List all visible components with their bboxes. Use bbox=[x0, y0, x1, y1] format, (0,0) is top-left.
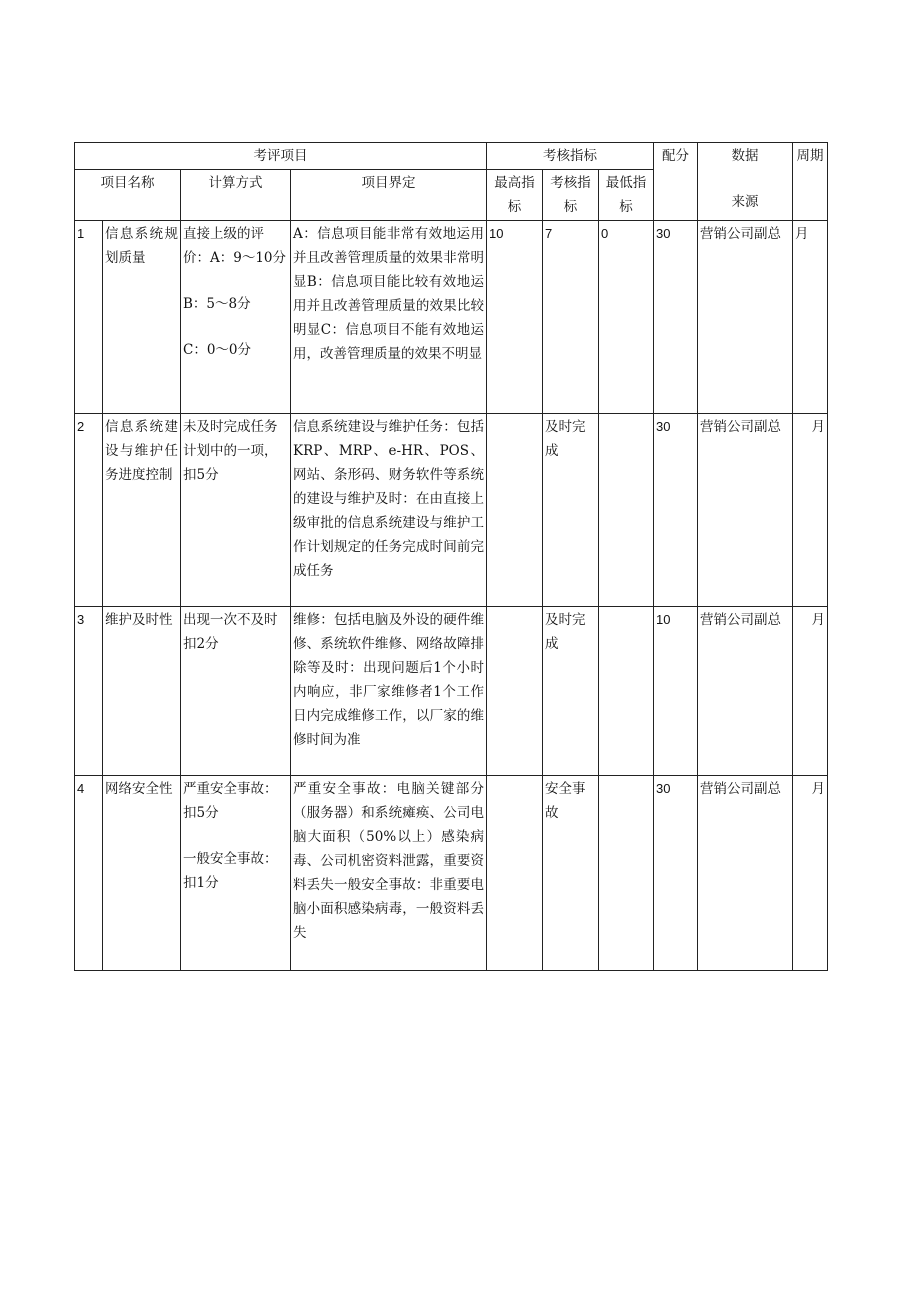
calc-method bbox=[181, 221, 291, 414]
row-number: 4 bbox=[75, 776, 103, 971]
header-definition: 项目界定 bbox=[291, 170, 487, 221]
max-indicator: 10 bbox=[487, 221, 543, 414]
data-source: 营销公司副总 bbox=[698, 776, 793, 971]
calc-method bbox=[181, 776, 291, 971]
data-source: 营销公司副总 bbox=[698, 221, 793, 414]
header-source bbox=[698, 143, 793, 221]
header-method: 计算方式 bbox=[181, 170, 291, 221]
weight-score: 10 bbox=[654, 607, 698, 776]
header-period: 周期 bbox=[793, 143, 828, 221]
item-definition: 严重安全事故：电脑关键部分（服务器）和系统瘫痪、公司电脑大面积（50%以上）感染病毒、公司机密资料泄露，重要资料丢失一般安全事故：非重要电脑小面积感染病毒，一般资料丢失 bbox=[291, 776, 487, 971]
max-indicator bbox=[487, 414, 543, 607]
table-row bbox=[75, 221, 828, 414]
header-target: 考核指标 bbox=[543, 170, 599, 221]
period: 月 bbox=[793, 776, 828, 971]
row-number: 1 bbox=[75, 221, 103, 414]
calc-method-line: 严重安全事故：扣5分 bbox=[183, 781, 278, 821]
max-indicator bbox=[487, 607, 543, 776]
item-name: 信息系统建设与维护任务进度控制 bbox=[103, 414, 181, 607]
table-row bbox=[75, 776, 828, 971]
row-number: 2 bbox=[75, 414, 103, 607]
weight-score: 30 bbox=[654, 221, 698, 414]
min-indicator: 0 bbox=[599, 221, 654, 414]
period: 月 bbox=[793, 221, 828, 414]
header-weight-text: 配分 bbox=[662, 148, 690, 164]
calc-method-line: 出现一次不及时扣2分 bbox=[183, 612, 278, 652]
calc-method-line: C：0～0分 bbox=[183, 342, 252, 358]
calc-method bbox=[181, 414, 291, 607]
header-row-1 bbox=[75, 143, 828, 170]
header-name: 项目名称 bbox=[75, 170, 181, 221]
weight-score: 30 bbox=[654, 776, 698, 971]
calc-method-line: 一般安全事故：扣1分 bbox=[183, 851, 278, 891]
calc-method-line: B：5～8分 bbox=[183, 296, 251, 312]
item-name: 维护及时性 bbox=[103, 607, 181, 776]
weight-score: 30 bbox=[654, 414, 698, 607]
calc-method bbox=[181, 607, 291, 776]
header-weight bbox=[654, 143, 698, 221]
target-indicator: 安全事故 bbox=[543, 776, 599, 971]
min-indicator bbox=[599, 414, 654, 607]
target-indicator: 及时完成 bbox=[543, 607, 599, 776]
header-source-top: 数据 bbox=[731, 148, 759, 164]
header-eval-group: 考评项目 bbox=[75, 143, 487, 170]
header-indicator-group: 考核指标 bbox=[487, 143, 654, 170]
target-indicator: 及时完成 bbox=[543, 414, 599, 607]
calc-method-line: 直接上级的评价：A：9～10分 bbox=[183, 226, 287, 266]
item-definition: 维修：包括电脑及外设的硬件维修、系统软件维修、网络故障排除等及时：出现问题后1个小时内响应，非厂家维修者1个工作日内完成维修工作，以厂家的维修时间为准 bbox=[291, 607, 487, 776]
period: 月 bbox=[793, 607, 828, 776]
min-indicator bbox=[599, 776, 654, 971]
item-definition: A：信息项目能非常有效地运用并且改善管理质量的效果非常明显B：信息项目能比较有效地运用并且改善管理质量的效果比较明显C：信息项目不能有效地运用，改善管理质量的效果不明显 bbox=[291, 221, 487, 414]
data-source: 营销公司副总 bbox=[698, 414, 793, 607]
header-source-bottom: 来源 bbox=[731, 194, 759, 210]
table-row bbox=[75, 607, 828, 776]
target-indicator: 7 bbox=[543, 221, 599, 414]
header-max: 最高指标 bbox=[487, 170, 543, 221]
item-definition: 信息系统建设与维护任务：包括KRP、MRP、e-HR、POS、网站、条形码、财务软件等系统的建设与维护及时：在由直接上级审批的信息系统建设与维护工作计划规定的任务完成时间前完成任务 bbox=[291, 414, 487, 607]
kpi-table bbox=[74, 142, 828, 971]
row-number: 3 bbox=[75, 607, 103, 776]
item-name: 网络安全性 bbox=[103, 776, 181, 971]
table-row bbox=[75, 414, 828, 607]
item-name: 信息系统规划质量 bbox=[103, 221, 181, 414]
header-min: 最低指标 bbox=[599, 170, 654, 221]
max-indicator bbox=[487, 776, 543, 971]
period: 月 bbox=[793, 414, 828, 607]
data-source: 营销公司副总 bbox=[698, 607, 793, 776]
calc-method-line: 未及时完成任务计划中的一项，扣5分 bbox=[183, 419, 278, 483]
min-indicator bbox=[599, 607, 654, 776]
